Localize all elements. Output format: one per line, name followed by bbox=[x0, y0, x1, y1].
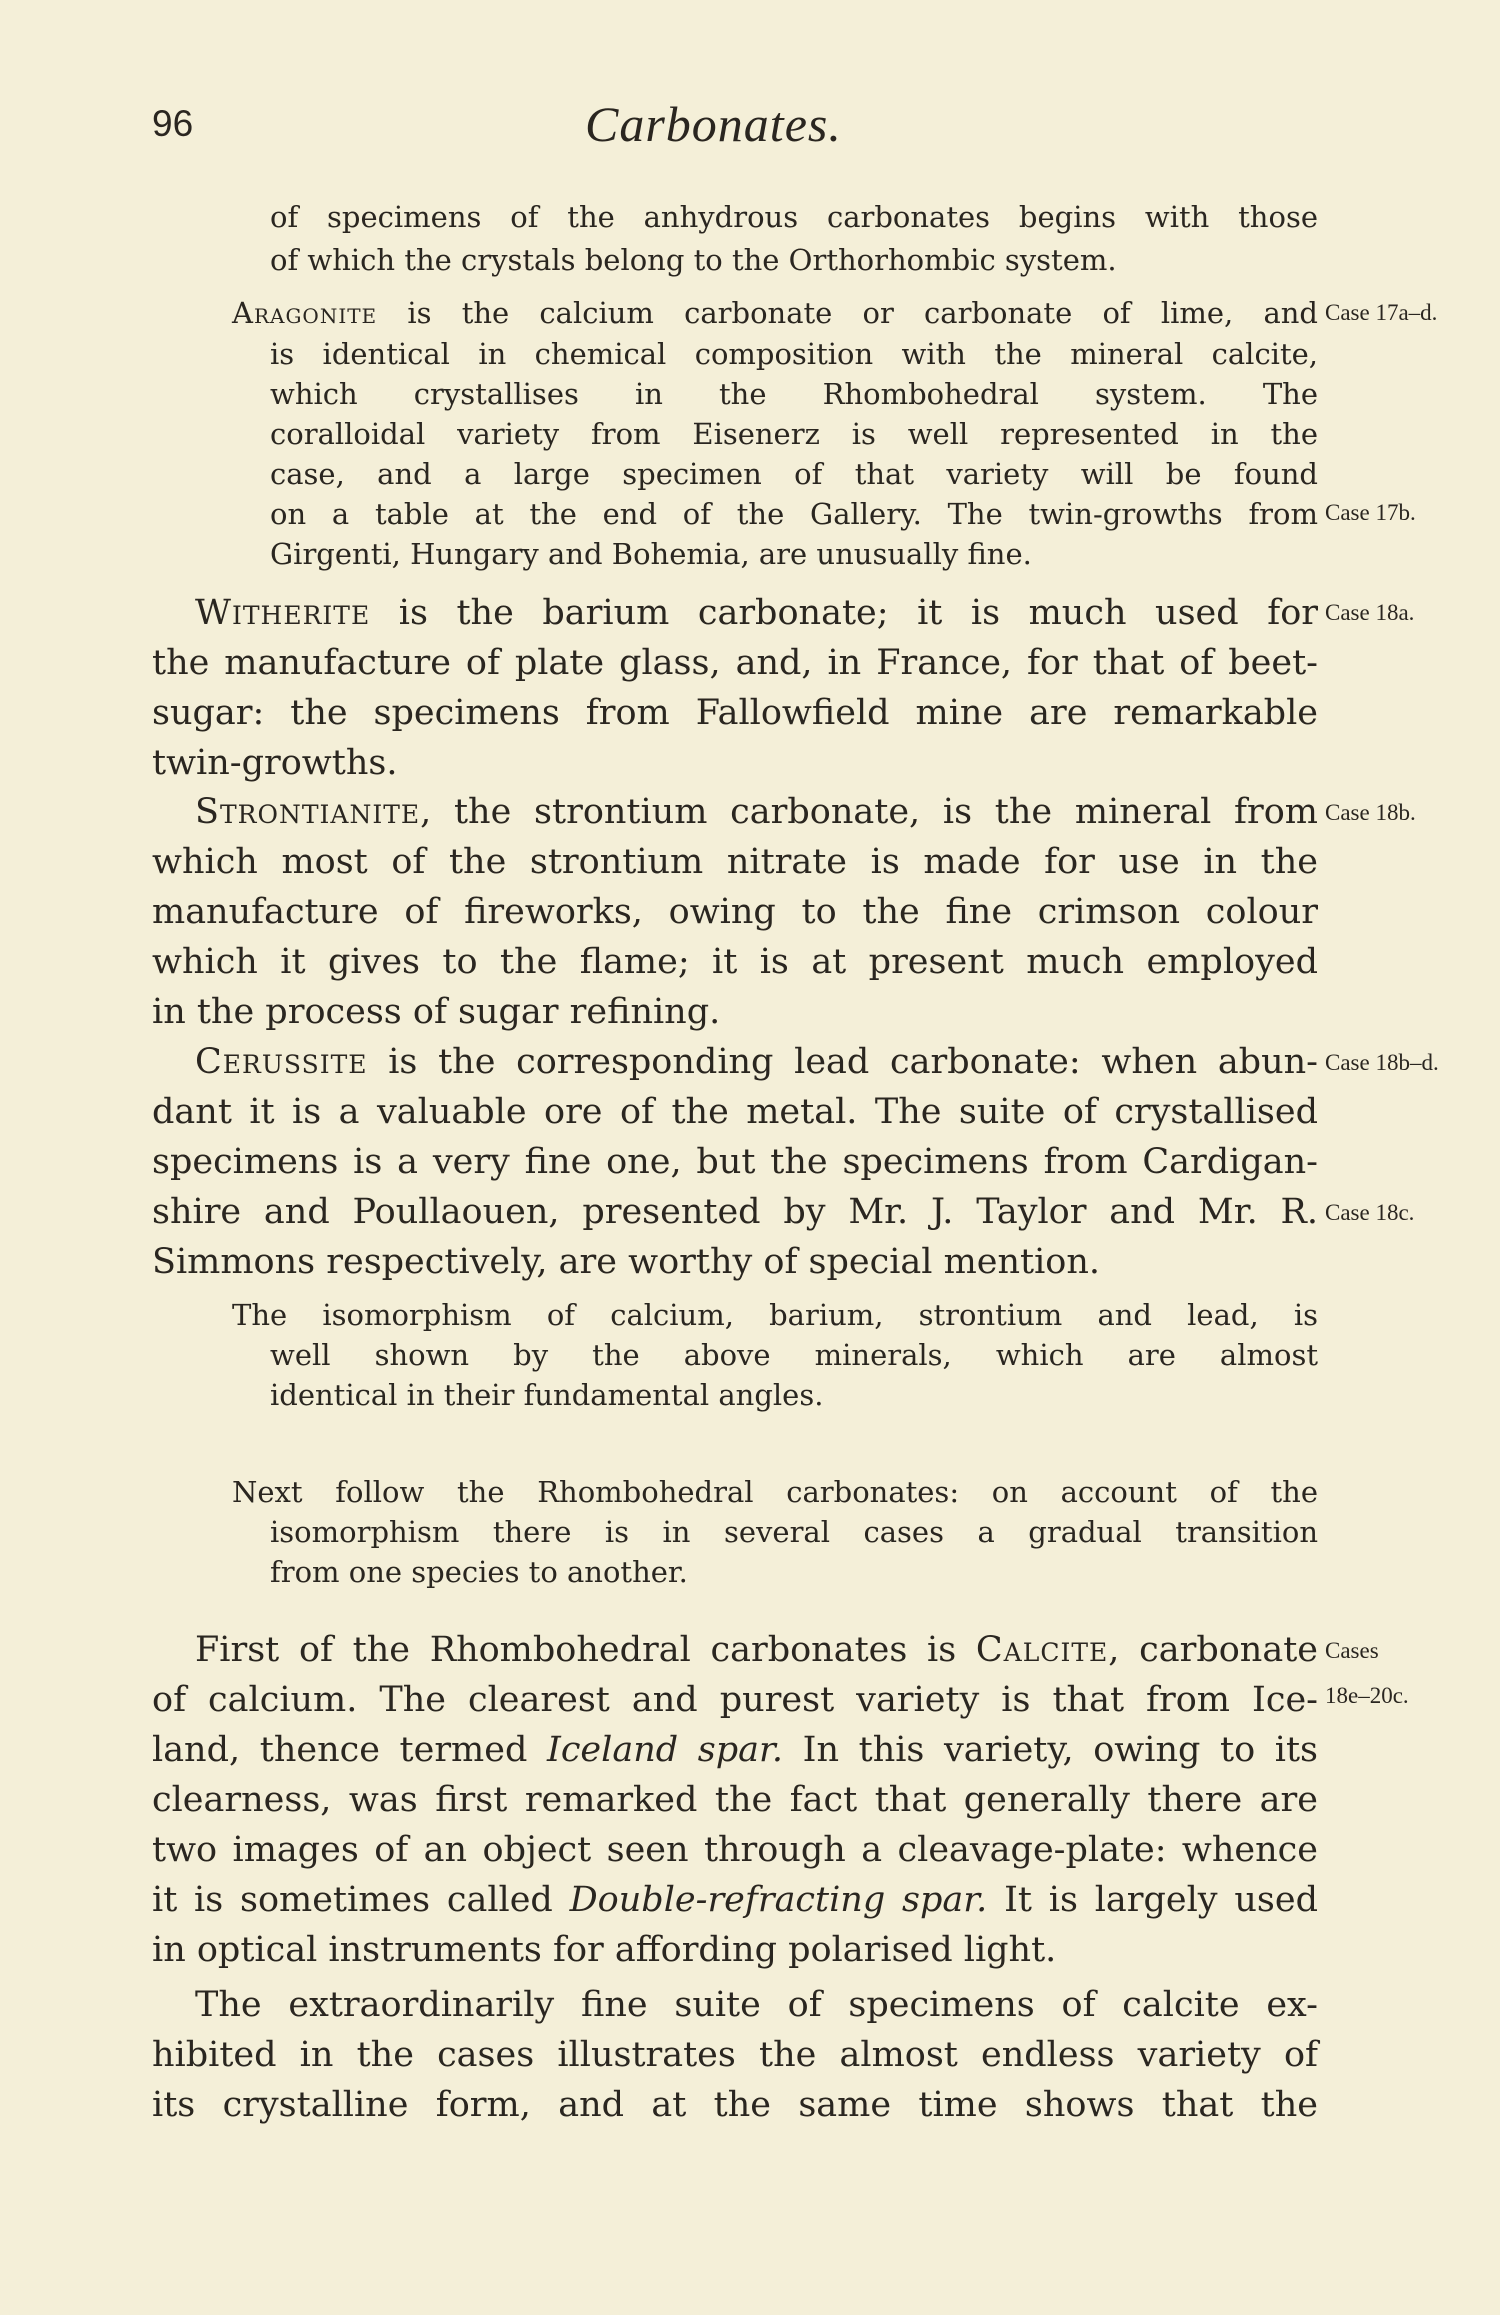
text-line: twin-growths. bbox=[152, 743, 398, 783]
text-line: its crystalline form, and at the same time shows that the bbox=[152, 2085, 1318, 2125]
margin-note: Case 18a. bbox=[1325, 600, 1415, 625]
text-line: of calcium. The clearest and purest variety is that from Ice- bbox=[152, 1680, 1318, 1720]
text-line: which it gives to the flame; it is at present much employed bbox=[152, 942, 1318, 982]
margin-note: Case 17b. bbox=[1325, 500, 1416, 525]
text-line: sugar: the specimens from Fallowfield mine are remarkable bbox=[152, 693, 1318, 733]
margin-note: Case 18b. bbox=[1325, 800, 1416, 825]
text-line: Girgenti, Hungary and Bohemia, are unusually fine. bbox=[270, 537, 1032, 571]
margin-note: Cases bbox=[1325, 1638, 1379, 1663]
text-line: coralloidal variety from Eisenerz is well represented in the bbox=[270, 417, 1318, 451]
text-line: Strontianite, the strontium carbonate, is the mineral from bbox=[195, 792, 1318, 832]
text-line: Simmons respectively, are worthy of special mention. bbox=[152, 1242, 1101, 1282]
text-line: well shown by the above minerals, which are almost bbox=[270, 1338, 1318, 1372]
mineral-term: Cerussite bbox=[195, 1042, 368, 1082]
term-emphasis: Iceland spar. bbox=[547, 1730, 784, 1770]
mineral-term: Calcite bbox=[975, 1630, 1109, 1670]
text-line: shire and Poullaouen, presented by Mr. J. Taylor and Mr. R. bbox=[152, 1192, 1318, 1232]
page-number: 96 bbox=[152, 103, 194, 144]
text-line: on a table at the end of the Gallery. The twin-growths from bbox=[270, 497, 1318, 531]
text-line: hibited in the cases illustrates the almost endless variety of bbox=[152, 2035, 1318, 2075]
text-line: from one species to another. bbox=[270, 1555, 688, 1589]
text-line: Cerussite is the corresponding lead carbonate: when abun- bbox=[195, 1042, 1318, 1082]
text-line: identical in their fundamental angles. bbox=[270, 1378, 824, 1412]
text-line: it is sometimes called Double-refracting spar. It is largely used bbox=[152, 1880, 1318, 1920]
text-line: is identical in chemical composition with the mineral calcite, bbox=[270, 337, 1318, 371]
margin-note: Case 18c. bbox=[1325, 1200, 1415, 1225]
mineral-term: Aragonite bbox=[232, 296, 378, 330]
margin-note: Case 18b–d. bbox=[1325, 1050, 1439, 1075]
text-line: Next follow the Rhombohedral carbonates: on account of the bbox=[232, 1475, 1318, 1509]
page-header bbox=[0, 95, 1500, 155]
text-line: which most of the strontium nitrate is made for use in the bbox=[152, 842, 1318, 882]
text-line: case, and a large specimen of that variety will be found bbox=[270, 457, 1318, 491]
text-line: Aragonite is the calcium carbonate or carbonate of lime, and bbox=[232, 296, 1318, 330]
text-line: land, thence termed Iceland spar. In this variety, owing to its bbox=[152, 1730, 1318, 1770]
text-line: manufacture of fireworks, owing to the fine crimson colour bbox=[152, 892, 1318, 932]
text-line: isomorphism there is in several cases a gradual transition bbox=[270, 1515, 1318, 1549]
text-line: the manufacture of plate glass, and, in France, for that of beet- bbox=[152, 643, 1318, 683]
running-title: Carbonates. bbox=[585, 96, 842, 152]
text-line: of specimens of the anhydrous carbonates begins with those bbox=[270, 200, 1318, 234]
mineral-term: Witherite bbox=[195, 593, 371, 633]
text-line: specimens is a very fine one, but the specimens from Cardigan- bbox=[152, 1142, 1318, 1182]
mineral-term: Strontianite bbox=[195, 792, 421, 832]
text-line: Witherite is the barium carbonate; it is much used for bbox=[195, 593, 1318, 633]
margin-note: 18e–20c. bbox=[1325, 1683, 1409, 1708]
text-line: clearness, was first remarked the fact that generally there are bbox=[152, 1780, 1318, 1820]
text-line: two images of an object seen through a cleavage-plate: whence bbox=[152, 1830, 1318, 1870]
text-line: of which the crystals belong to the Orthorhombic system. bbox=[270, 243, 1117, 277]
margin-note: Case 17a–d. bbox=[1325, 300, 1438, 325]
text-line: dant it is a valuable ore of the metal. The suite of crystallised bbox=[152, 1092, 1318, 1132]
text-line: in the process of sugar refining. bbox=[152, 992, 721, 1032]
text-line: The isomorphism of calcium, barium, strontium and lead, is bbox=[232, 1298, 1318, 1332]
text-line: First of the Rhombohedral carbonates is Calcite, carbonate bbox=[195, 1630, 1318, 1670]
text-line: The extraordinarily fine suite of specimens of calcite ex- bbox=[195, 1985, 1318, 2025]
text-line: in optical instruments for affording polarised light. bbox=[152, 1930, 1057, 1970]
text-line: which crystallises in the Rhombohedral system. The bbox=[270, 377, 1318, 411]
term-emphasis: Double-refracting spar. bbox=[569, 1880, 988, 1920]
